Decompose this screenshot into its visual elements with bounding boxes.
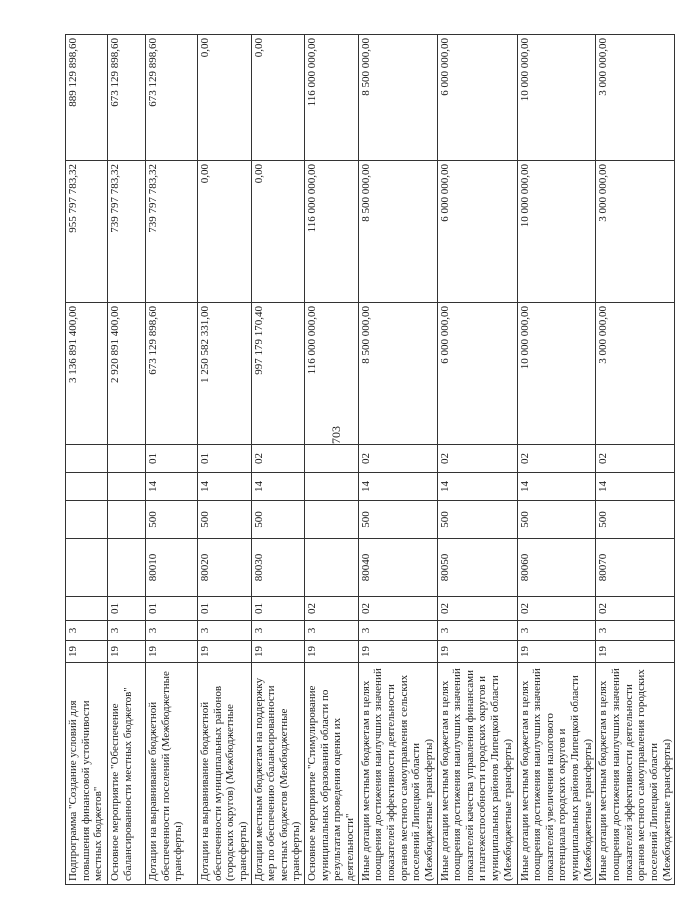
event-code: 01	[251, 597, 305, 621]
subsection-code: 01	[198, 445, 252, 473]
expense-type-code: 500	[198, 501, 252, 539]
amount-3: 116 000 000,00	[305, 35, 359, 161]
direction-code: 80020	[198, 539, 252, 597]
program-code: 19	[108, 641, 146, 663]
table-row	[251, 35, 305, 885]
section-code	[66, 473, 108, 501]
amount-2: 8 500 000,00	[358, 161, 437, 303]
subprogram-code: 3	[146, 621, 198, 641]
subprogram-code: 3	[358, 621, 437, 641]
direction-code: 80030	[251, 539, 305, 597]
section-code: 14	[596, 473, 675, 501]
expense-type-code: 500	[437, 501, 517, 539]
subprogram-code: 3	[108, 621, 146, 641]
amount-1: 3 000 000,00	[596, 303, 675, 445]
amount-2: 739 797 783,32	[108, 161, 146, 303]
amount-2: 0,00	[198, 161, 252, 303]
table-row	[66, 35, 108, 885]
direction-code: 80050	[437, 539, 517, 597]
page-number: 703	[329, 426, 343, 444]
budget-table	[65, 34, 675, 885]
amount-3: 673 129 898,60	[146, 35, 198, 161]
amount-3: 889 129 898,60	[66, 35, 108, 161]
program-code: 19	[437, 641, 517, 663]
subsection-code: 02	[437, 445, 517, 473]
row-name: Дотации местным бюджетам на поддержку мер по обеспечению сбалансированности местных бюджетов (Межбюджетные трансферты)	[251, 663, 305, 885]
program-code: 19	[305, 641, 359, 663]
direction-code	[108, 539, 146, 597]
table-row	[517, 35, 596, 885]
amount-3: 3 000 000,00	[596, 35, 675, 161]
direction-code	[66, 539, 108, 597]
section-code	[305, 473, 359, 501]
table-row	[146, 35, 198, 885]
amount-1: 10 000 000,00	[517, 303, 596, 445]
subprogram-code: 3	[437, 621, 517, 641]
section-code: 14	[437, 473, 517, 501]
table-row	[198, 35, 252, 885]
section-code	[108, 473, 146, 501]
amount-1: 2 920 891 400,00	[108, 303, 146, 445]
amount-1: 6 000 000,00	[437, 303, 517, 445]
section-code: 14	[517, 473, 596, 501]
amount-1: 116 000 000,00	[305, 303, 359, 445]
subprogram-code: 3	[251, 621, 305, 641]
subprogram-code: 3	[66, 621, 108, 641]
subprogram-code: 3	[198, 621, 252, 641]
direction-code: 80040	[358, 539, 437, 597]
amount-3: 6 000 000,00	[437, 35, 517, 161]
subsection-code: 02	[596, 445, 675, 473]
event-code: 02	[596, 597, 675, 621]
expense-type-code	[305, 501, 359, 539]
amount-3: 10 000 000,00	[517, 35, 596, 161]
program-code: 19	[66, 641, 108, 663]
event-code: 01	[198, 597, 252, 621]
table-row	[437, 35, 517, 885]
rotated-table-wrapper	[65, 35, 673, 885]
program-code: 19	[358, 641, 437, 663]
row-name: Дотации на выравнивание бюджетной обеспеченности муниципальных районов (городских округов) (Межбюджетные трансферты)	[198, 663, 252, 885]
amount-2: 10 000 000,00	[517, 161, 596, 303]
amount-2: 3 000 000,00	[596, 161, 675, 303]
table-row	[596, 35, 675, 885]
amount-3: 0,00	[198, 35, 252, 161]
program-code: 19	[251, 641, 305, 663]
subsection-code	[66, 445, 108, 473]
subprogram-code: 3	[517, 621, 596, 641]
direction-code	[305, 539, 359, 597]
event-code: 01	[146, 597, 198, 621]
amount-1: 3 136 891 400,00	[66, 303, 108, 445]
subsection-code: 01	[146, 445, 198, 473]
program-code: 19	[517, 641, 596, 663]
event-code: 01	[108, 597, 146, 621]
direction-code: 80070	[596, 539, 675, 597]
subsection-code: 02	[517, 445, 596, 473]
expense-type-code: 500	[596, 501, 675, 539]
table-row	[358, 35, 437, 885]
event-code	[66, 597, 108, 621]
expense-type-code	[108, 501, 146, 539]
amount-2: 739 797 783,32	[146, 161, 198, 303]
event-code: 02	[305, 597, 359, 621]
amount-2: 6 000 000,00	[437, 161, 517, 303]
row-name: Дотации на выравнивание бюджетной обеспеченности поселений (Межбюджетные трансферты)	[146, 663, 198, 885]
event-code: 02	[437, 597, 517, 621]
section-code: 14	[251, 473, 305, 501]
expense-type-code	[66, 501, 108, 539]
event-code: 02	[517, 597, 596, 621]
amount-2: 0,00	[251, 161, 305, 303]
table-row	[108, 35, 146, 885]
row-name: Основное мероприятие "Стимулирование муниципальных образований области по результатам проведения оценки их деятельности"	[305, 663, 359, 885]
expense-type-code: 500	[358, 501, 437, 539]
amount-1: 997 179 170,40	[251, 303, 305, 445]
amount-3: 673 129 898,60	[108, 35, 146, 161]
amount-1: 673 129 898,60	[146, 303, 198, 445]
direction-code: 80010	[146, 539, 198, 597]
row-name: Основное мероприятие "Обеспечение сбалансированности местных бюджетов"	[108, 663, 146, 885]
amount-3: 8 500 000,00	[358, 35, 437, 161]
amount-1: 8 500 000,00	[358, 303, 437, 445]
program-code: 19	[198, 641, 252, 663]
direction-code: 80060	[517, 539, 596, 597]
subsection-code: 02	[358, 445, 437, 473]
subprogram-code: 3	[596, 621, 675, 641]
row-name: Подпрограмма "Создание условий для повышения финансовой устойчивости местных бюджетов"	[66, 663, 108, 885]
expense-type-code: 500	[517, 501, 596, 539]
row-name: Иные дотации местным бюджетам в целях поощрения достижения наилучших значений показателей эффективности деятельности органов местного самоуправления сельских поселений Липецкой области (Межбюджетные трансферты)	[358, 663, 437, 885]
subsection-code	[108, 445, 146, 473]
program-code: 19	[596, 641, 675, 663]
table-row	[305, 35, 359, 885]
row-name: Иные дотации местным бюджетам в целях поощрения достижения наилучших значений показателей эффективности деятельности органов местного самоуправления городских поселений Липецкой области (Межбюджетные трансферты)	[596, 663, 675, 885]
section-code: 14	[198, 473, 252, 501]
amount-3: 0,00	[251, 35, 305, 161]
expense-type-code: 500	[146, 501, 198, 539]
subsection-code: 02	[251, 445, 305, 473]
section-code: 14	[358, 473, 437, 501]
subsection-code	[305, 445, 359, 473]
expense-type-code: 500	[251, 501, 305, 539]
row-name: Иные дотации местным бюджетам в целях поощрения достижения наилучших значений показателей качества управления финансами и платежеспособности городских округов и муниципальных районов Липецкой области (Межбюджетные трансферты)	[437, 663, 517, 885]
row-name: Иные дотации местным бюджетам в целях поощрения достижения наилучших значений показателей увеличения налогового потенциала городских округов и муниципальных районов Липецкой области (Межбюджетные трансферты)	[517, 663, 596, 885]
amount-2: 955 797 783,32	[66, 161, 108, 303]
section-code: 14	[146, 473, 198, 501]
amount-2: 116 000 000,00	[305, 161, 359, 303]
subprogram-code: 3	[305, 621, 359, 641]
program-code: 19	[146, 641, 198, 663]
event-code: 02	[358, 597, 437, 621]
amount-1: 1 250 582 331,00	[198, 303, 252, 445]
